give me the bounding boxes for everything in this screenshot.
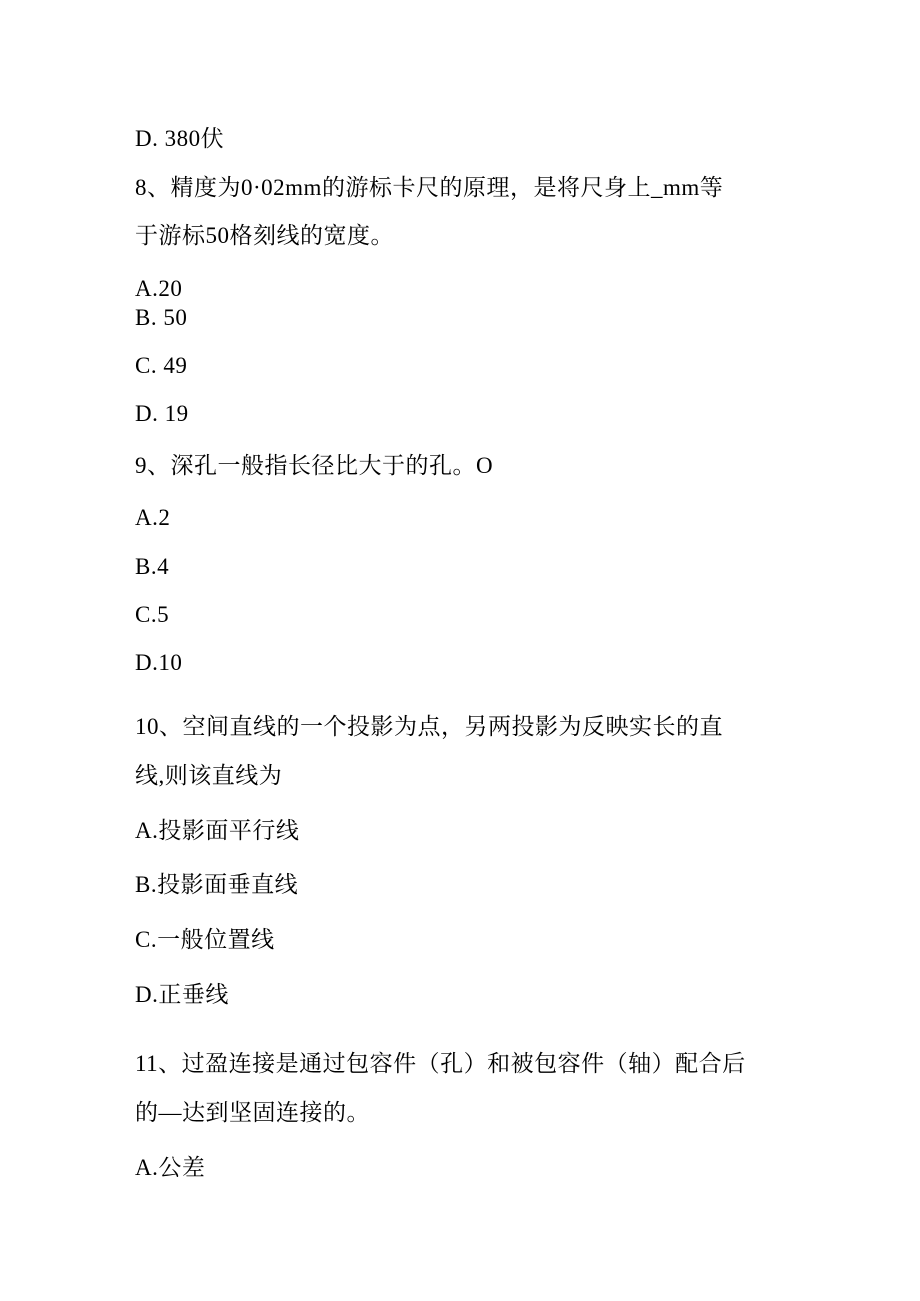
q10-option-c: C.一般位置线 — [135, 927, 275, 952]
q9-option-b: B.4 — [135, 554, 170, 579]
q10-option-a: A.投影面平行线 — [135, 818, 300, 843]
q8-option-a: A.20 — [135, 276, 183, 301]
q9-option-c: C.5 — [135, 602, 170, 627]
q8-option-d: D. 19 — [135, 401, 189, 426]
q11-option-a: A.公差 — [135, 1155, 206, 1180]
q8-option-c: C. 49 — [135, 353, 188, 378]
q10-stem-line-1: 10、空间直线的一个投影为点，另两投影为反映实长的直 — [135, 714, 723, 739]
q8-option-b: B. 50 — [135, 305, 188, 330]
q8-stem-line-1: 8、精度为0·02mm的游标卡尺的原理，是将尺身上_mm等 — [135, 175, 724, 200]
q10-option-d: D.正垂线 — [135, 982, 229, 1007]
q10-stem-line-2: 线,则该直线为 — [135, 763, 283, 788]
q9-option-a: A.2 — [135, 505, 171, 530]
q11-stem-line-1: 11、过盈连接是通过包容件（孔）和被包容件（轴）配合后 — [135, 1051, 746, 1076]
q7-option-d: D. 380伏 — [135, 126, 225, 151]
q11-stem-line-2: 的—达到坚固连接的。 — [135, 1100, 370, 1125]
q9-stem: 9、深孔一般指长径比大于的孔。O — [135, 453, 494, 478]
q9-option-d: D.10 — [135, 650, 183, 675]
q8-stem-line-2: 于游标50格刻线的宽度。 — [135, 223, 394, 248]
q10-option-b: B.投影面垂直线 — [135, 872, 299, 897]
